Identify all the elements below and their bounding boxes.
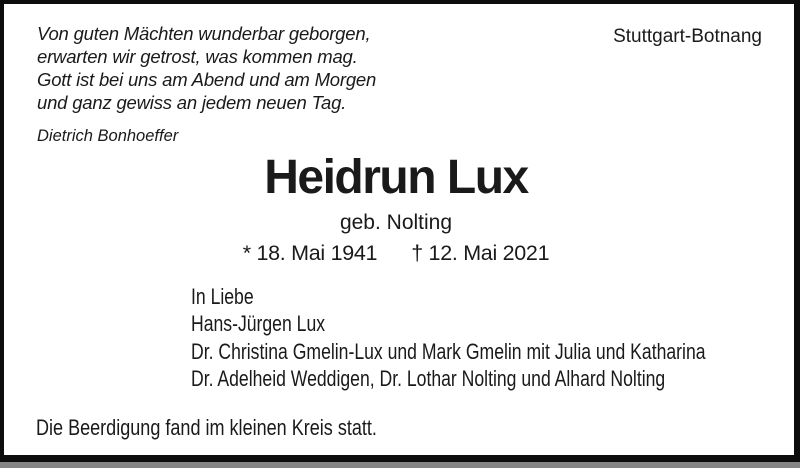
poem-line: erwarten wir getrost, was kommen mag.	[37, 46, 358, 67]
maiden-name: geb. Nolting	[339, 211, 453, 234]
mourner-line: Dr. Adelheid Weddigen, Dr. Lothar Nolting und Alhard Nolting	[191, 366, 666, 392]
poem-line: Gott ist bei uns am Abend und am Morgen	[37, 69, 377, 90]
deceased-name: Heidrun Lux	[264, 151, 528, 204]
life-dates	[4, 240, 788, 266]
poem-author: Dietrich Bonhoeffer	[37, 127, 179, 145]
poem	[37, 22, 376, 114]
mourner-line: Dr. Christina Gmelin-Lux und Mark Gmelin mit Julia und Katharina	[191, 338, 706, 364]
location-label: Stuttgart-Botnang	[613, 26, 762, 47]
poem-line: Von guten Mächten wunderbar geborgen,	[37, 23, 371, 44]
mourner-line: Hans-Jürgen Lux	[191, 311, 326, 337]
mourners-intro: In Liebe	[191, 284, 254, 309]
birth-date: * 18. Mai 1941	[242, 241, 378, 265]
death-date: † 12. Mai 2021	[411, 241, 550, 265]
poem-line: und ganz gewiss an jedem neuen Tag.	[37, 92, 347, 113]
mourners-list	[191, 283, 706, 393]
funeral-note: Die Beerdigung fand im kleinen Kreis statt.	[36, 415, 377, 440]
